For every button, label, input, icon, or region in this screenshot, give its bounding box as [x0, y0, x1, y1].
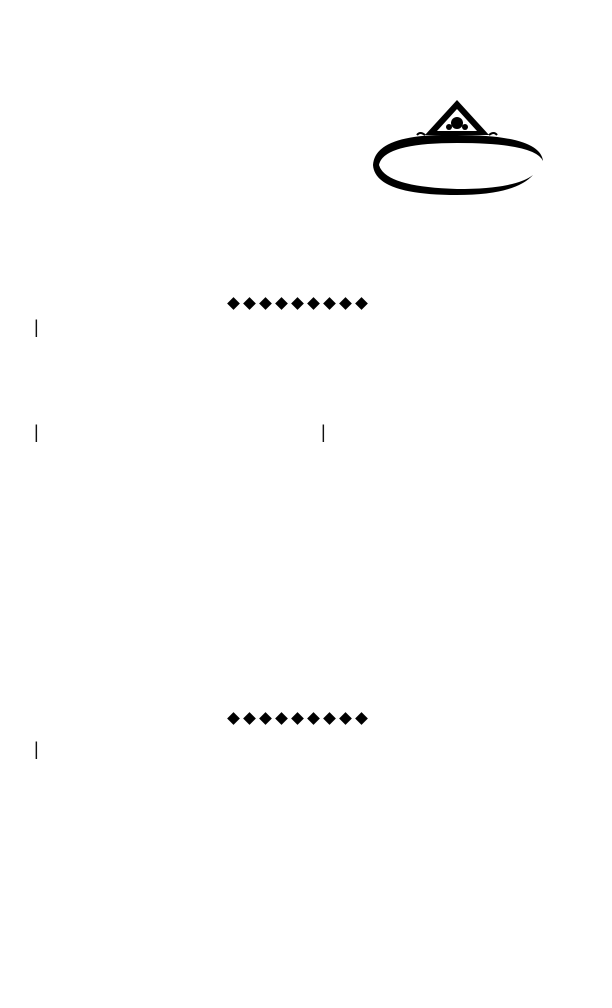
- appetizers-heading: |: [34, 422, 39, 442]
- top-ornament-band: [0, 20, 612, 90]
- salads-heading: |: [34, 317, 39, 337]
- bottom-ornament-band: [0, 912, 612, 982]
- entrees-heading: |: [321, 422, 326, 442]
- sweets-heading: |: [34, 739, 39, 759]
- logo-emblem-icon: [365, 95, 550, 195]
- diamond-divider-middle: [229, 712, 366, 726]
- diamond-divider-top: [229, 297, 366, 311]
- diamond-divider-notes: [389, 744, 398, 894]
- allergy-notes: [404, 736, 594, 750]
- diamond-divider-vertical: [303, 426, 312, 696]
- restaurant-logo: [365, 95, 550, 195]
